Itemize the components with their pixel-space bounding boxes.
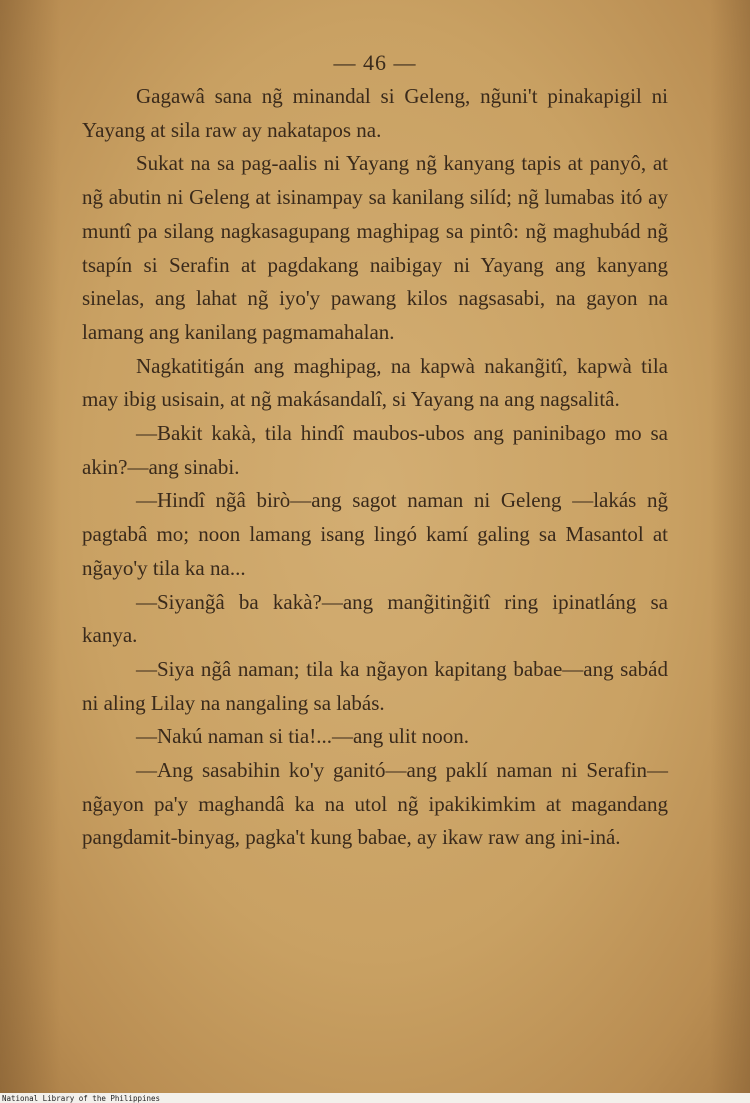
paragraph: —Siya ng̃â naman; tila ka ng̃ayon kapitang babae—ang sabád ni aling Lilay na nangaling sa labás. — [82, 656, 668, 715]
paragraph: —Siyang̃â ba kakà?—ang mang̃iting̃itî ring ipinatláng sa kanya. — [82, 589, 668, 648]
paragraph: Sukat na sa pag-aalis ni Yayang ng̃ kanyang tapis at panyô, at ng̃ abutin ni Geleng at isinampay sa kanilang silíd; ng̃ lumabas itó ay muntî pa silang nagkasagupang maghipag sa pintô: ng̃ maghubád ng̃ tsapín si Serafin at pagdakang naibigay ni Yayang ang kanyang sinelas, ang lahat ng̃ iyo'y pawang kilos nagsasabi, na gayon na lamang ang kanilang pagmamahalan. — [82, 151, 668, 344]
paragraph: —Bakit kakà, tila hindî maubos-ubos ang paninibago mo sa akin?—ang sinabi. — [82, 421, 668, 479]
body-text — [82, 80, 668, 855]
paragraph: —Nakú naman si tia!...—ang ulit noon. — [136, 724, 470, 749]
paragraph: Gagawâ sana ng̃ minandal si Geleng, ng̃uni't pinakapigil ni Yayang at sila raw ay nakatapos na. — [82, 84, 668, 142]
paragraph: Nagkatitigán ang maghipag, na kapwà nakang̃itî, kapwà tila may ibig usisain, at ng̃ makásandalî, si Yayang na ang nagsalitâ. — [82, 353, 668, 412]
paragraph: —Hindî ng̃â birò—ang sagot naman ni Geleng —lakás ng̃ pagtabâ mo; noon lamang isang lingó kamí galing sa Masantol at ng̃ayo'y tila ka na... — [82, 488, 668, 580]
library-credit: National Library of the Philippines — [2, 1094, 161, 1103]
page-number: — 46 — — [333, 50, 417, 75]
paragraph: —Ang sasabihin ko'y ganitó—ang paklí naman ni Serafin—ng̃ayon pa'y maghandâ ka na utol ng̃ ipakikimkim at magandang pangdamit-binyag, pagka't kung babae, ay ikaw raw ang ini-iná. — [82, 758, 668, 850]
